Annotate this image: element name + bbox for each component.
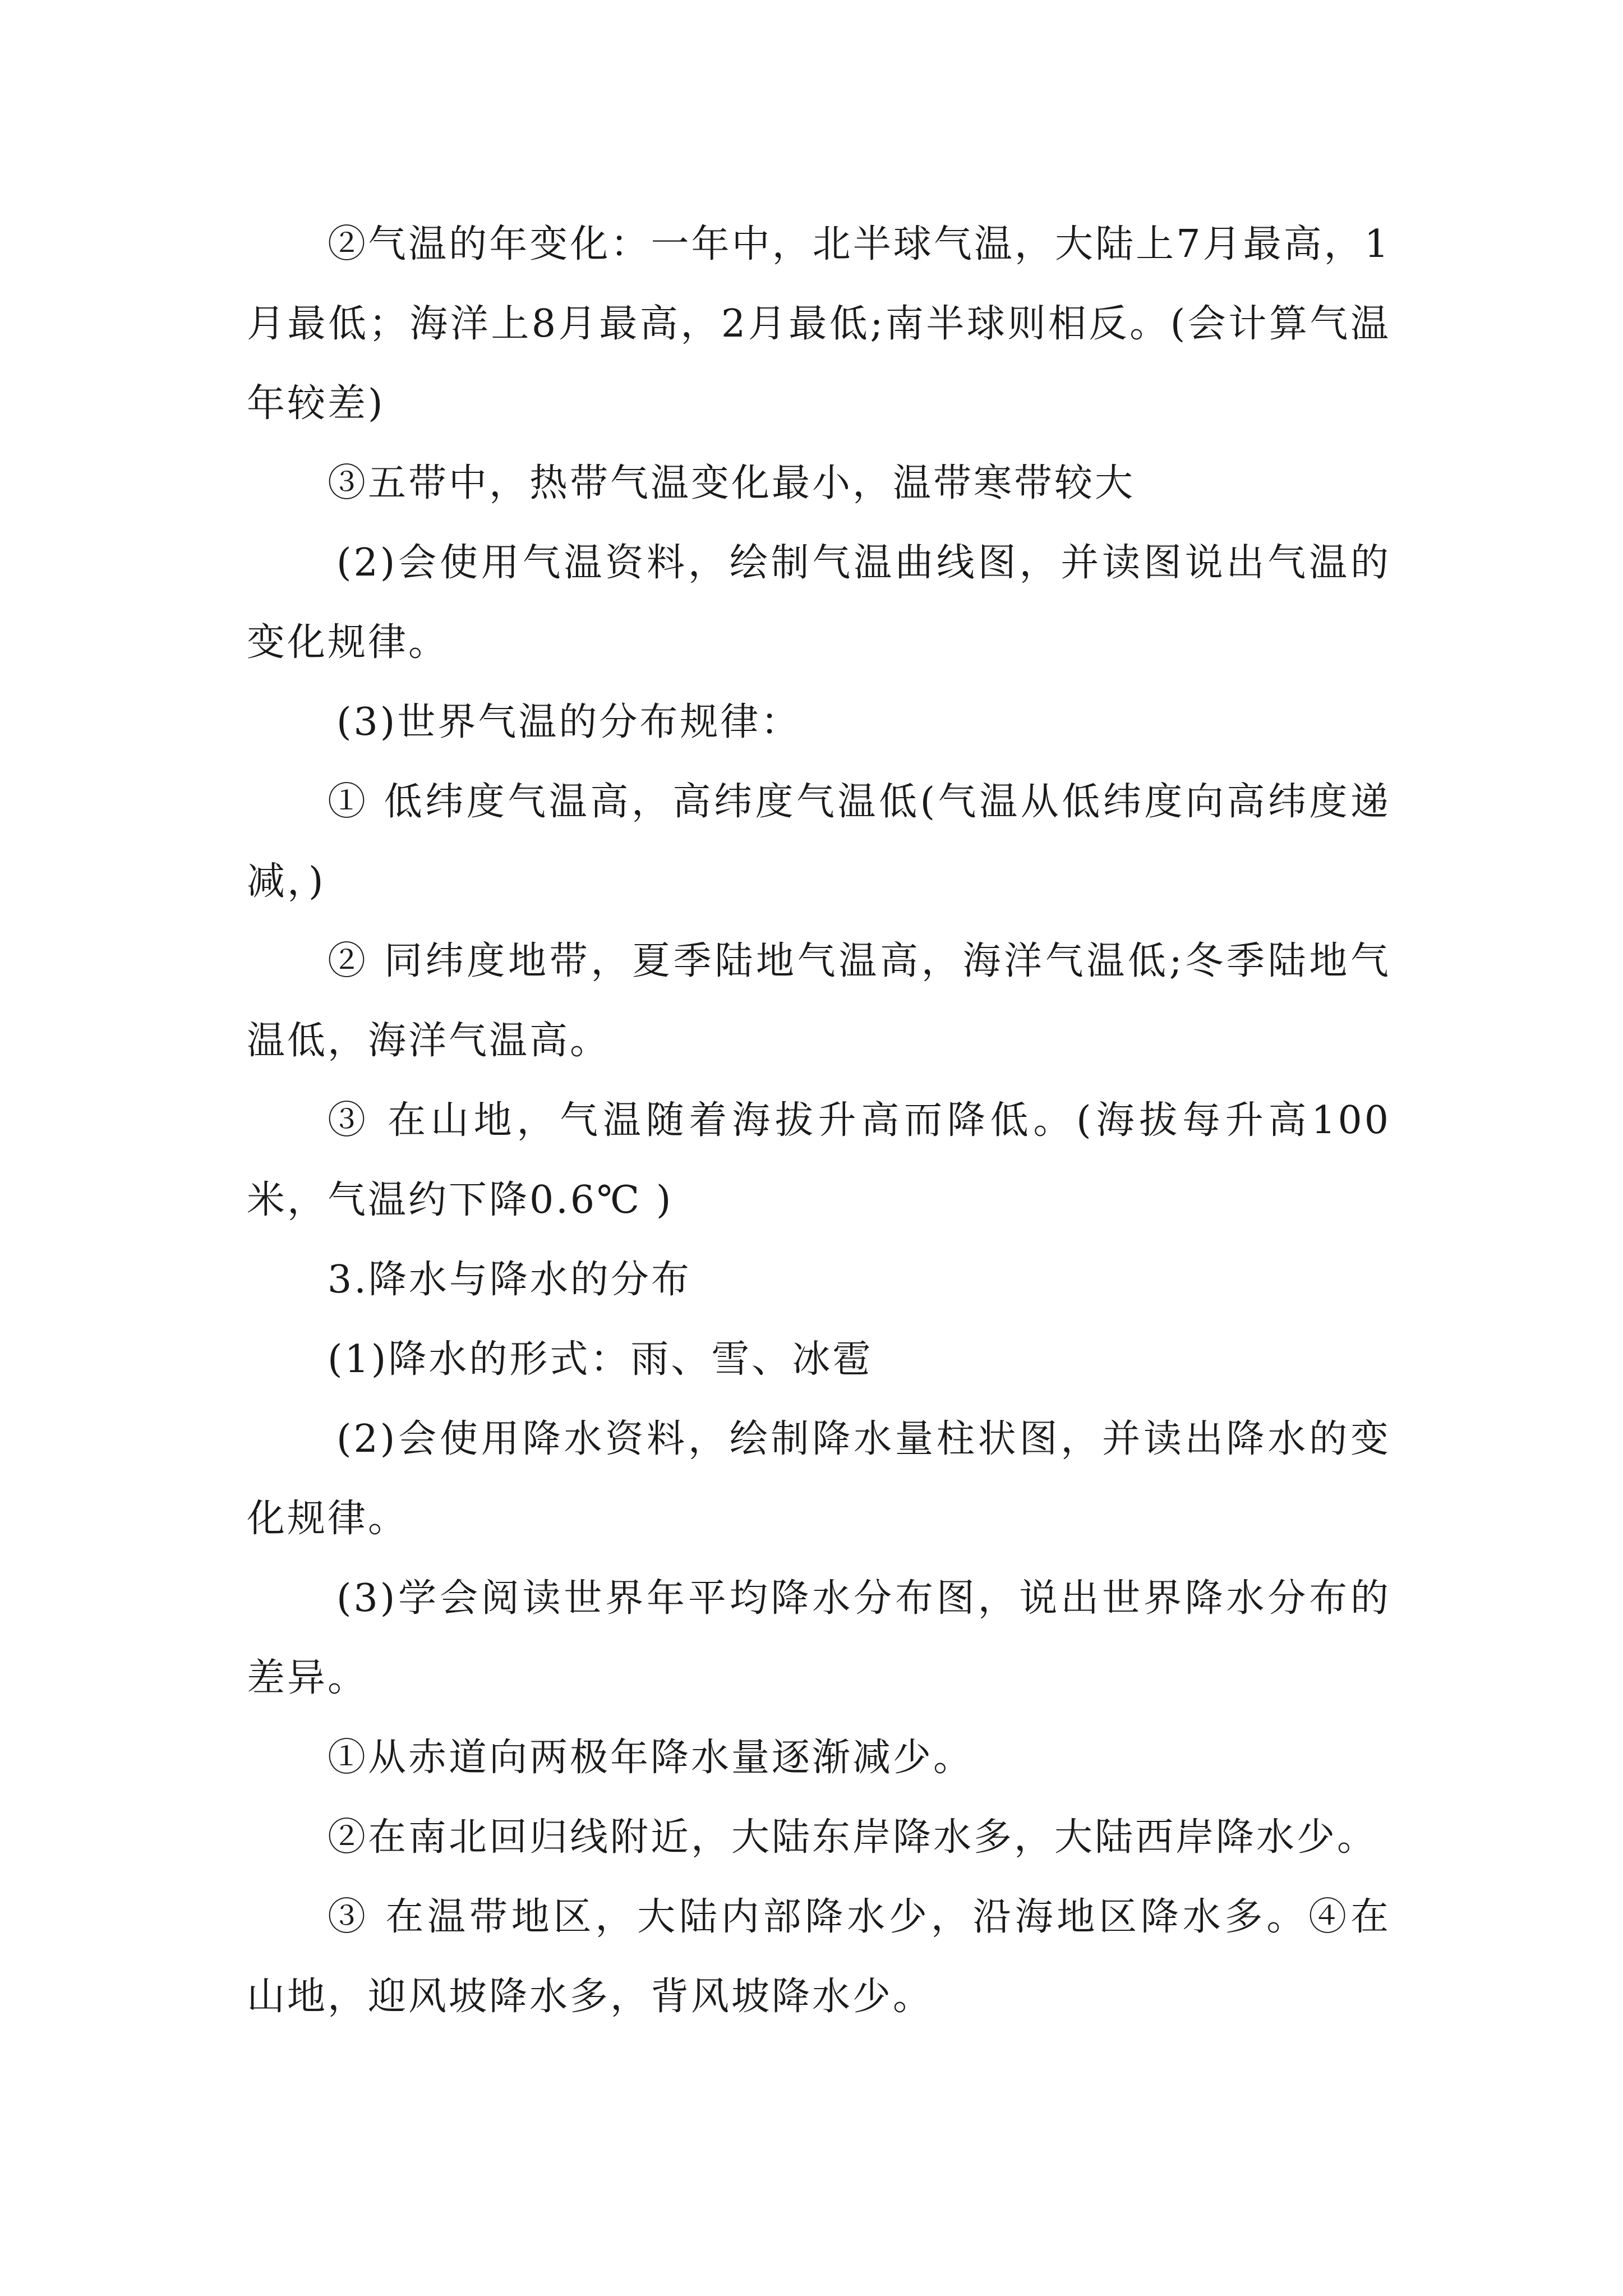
paragraph-precipitation-chart: (2)会使用降水资料，绘制降水量柱状图，并读出降水的变化规律。 <box>247 1417 1391 1541</box>
paragraph-equator-poles-rule: ①从赤道向两极年降水量逐渐减少。 <box>328 1736 974 1780</box>
paragraph-precipitation-forms: (1)降水的形式：雨、雪、冰雹 <box>328 1337 873 1382</box>
section-heading-precipitation: 3.降水与降水的分布 <box>328 1258 691 1302</box>
paragraph-annual-temperature-change: ②气温的年变化：一年中，北半球气温，大陆上7月最高，1月最低；海洋上8月最高，2月最低;南半球则相反。(会计算气温年较差) <box>247 222 1391 426</box>
paragraph-temperature-distribution-heading: (3)世界气温的分布规律： <box>336 700 801 744</box>
paragraph-temperature-zones: ③五带中，热带气温变化最小，温带寒带较大 <box>328 461 1136 505</box>
paragraph-land-sea-rule: ② 同纬度地带，夏季陆地气温高，海洋气温低;冬季陆地气温低，海洋气温高。 <box>247 939 1391 1063</box>
document-body <box>247 205 1391 2037</box>
paragraph-precipitation-map: (3)学会阅读世界年平均降水分布图，说出世界降水分布的差异。 <box>247 1576 1391 1700</box>
paragraph-altitude-rule: ③ 在山地，气温随着海拔升高而降低。(海拔每升高100米，气温约下降0.6℃ ) <box>247 1098 1391 1222</box>
paragraph-temperature-curve: (2)会使用气温资料，绘制气温曲线图，并读图说出气温的变化规律。 <box>247 541 1391 665</box>
paragraph-tropics-rule: ②在南北回归线附近，大陆东岸降水多，大陆西岸降水少。 <box>328 1815 1378 1860</box>
paragraph-latitude-rule: ① 低纬度气温高，高纬度气温低(气温从低纬度向高纬度递减，) <box>247 780 1391 904</box>
paragraph-temperate-mountain-rule: ③ 在温带地区，大陆内部降水少，沿海地区降水多。④在山地，迎风坡降水多，背风坡降水少。 <box>247 1895 1391 2019</box>
